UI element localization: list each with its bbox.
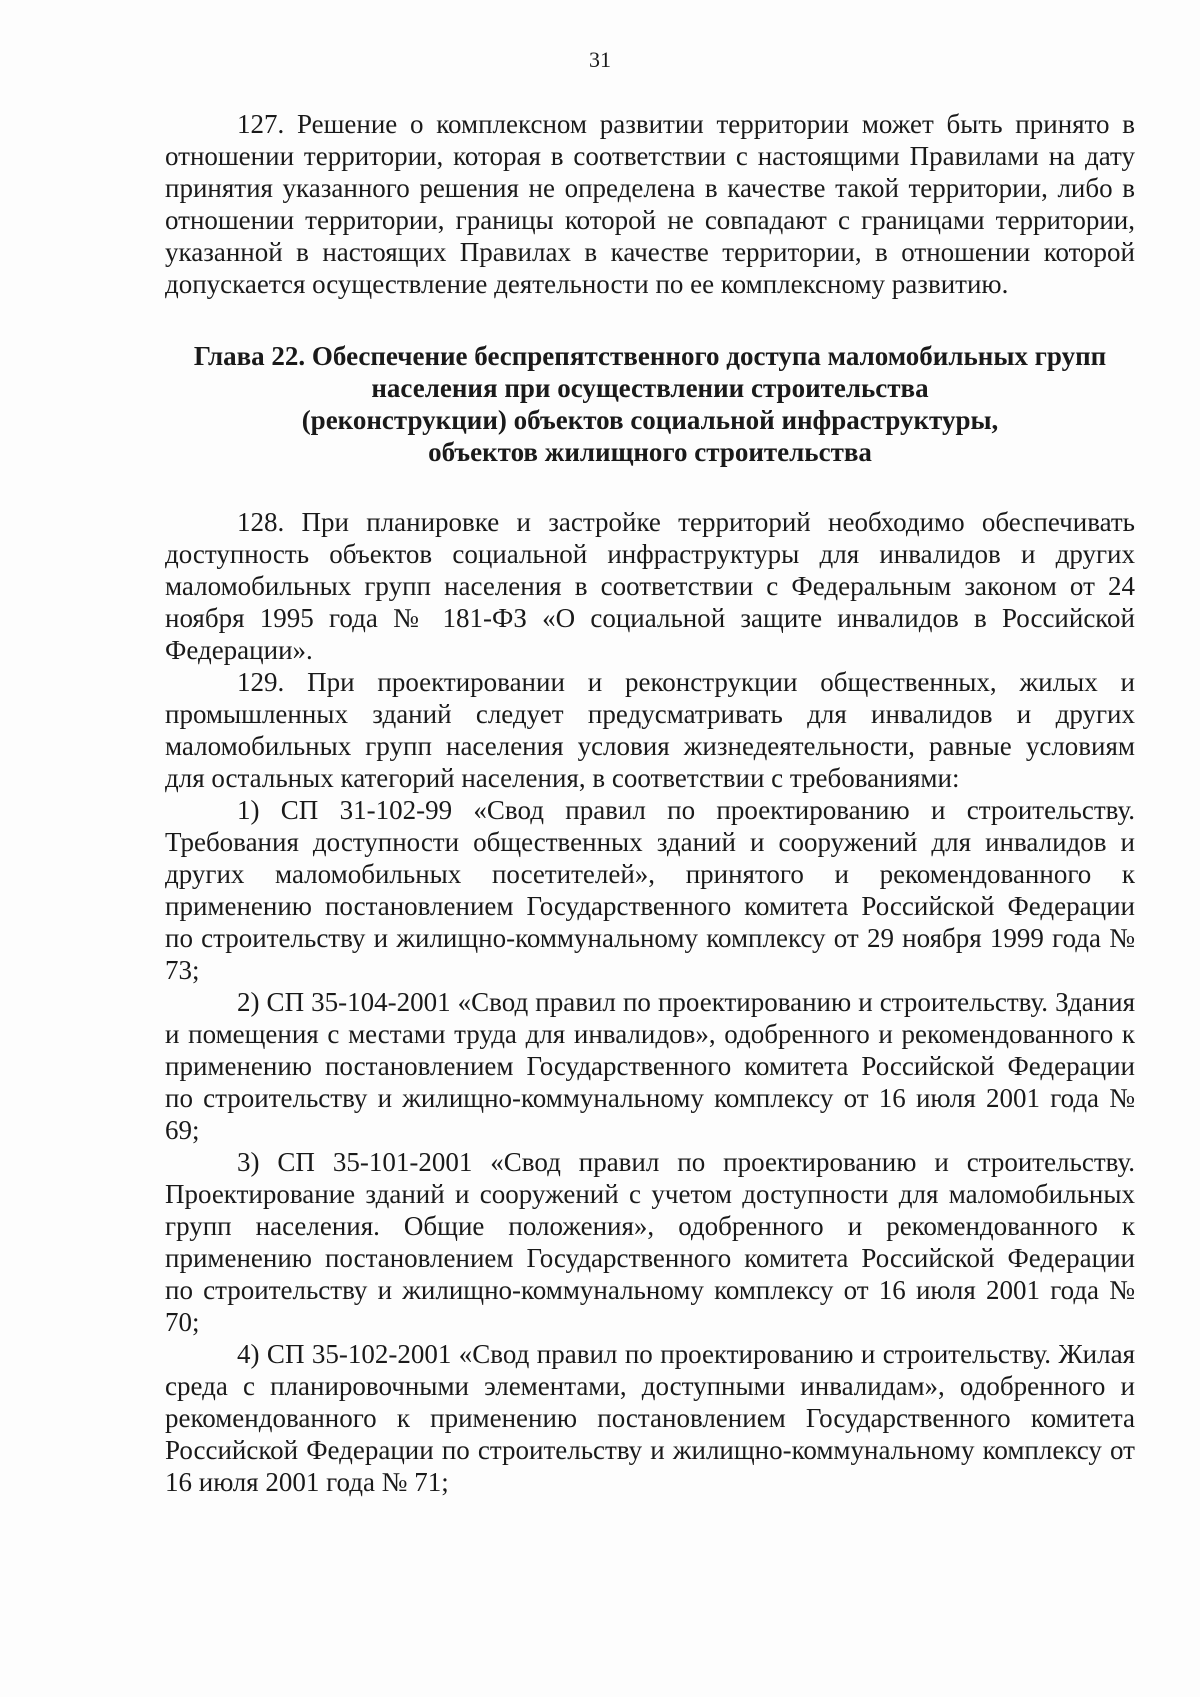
list-item-3: 3) СП 35-101-2001 «Свод правил по проектированию и строительству. Проектирование зданий и сооружений с учетом доступности для маломобильных групп населения. Общие положения», одобренного и рекомендованного к применению постановлением Государственного комитета Российской Федерации по строительству и жилищно-коммунальному комплексу от 16 июля 2001 года № 70; (165, 1147, 1135, 1337)
paragraph-129: 129. При проектировании и реконструкции общественных, жилых и промышленных зданий следует предусматривать для инвалидов и других маломобильных групп населения условия жизнедеятельности, равные условиям для остальных категорий населения, в соответствии с требованиями: (165, 667, 1135, 793)
chapter-heading-line: населения при осуществлении строительства (371, 373, 929, 403)
page-content (165, 108, 1135, 1498)
list-item-2: 2) СП 35-104-2001 «Свод правил по проектированию и строительству. Здания и помещения с местами труда для инвалидов», одобренного и рекомендованного к применению постановлением Государственного комитета Российской Федерации по строительству и жилищно-коммунальному комплексу от 16 июля 2001 года № 69; (165, 987, 1135, 1145)
chapter-heading (165, 340, 1135, 468)
list-item-4: 4) СП 35-102-2001 «Свод правил по проектированию и строительству. Жилая среда с планировочными элементами, доступными инвалидам», одобренного и рекомендованного к применению постановлением Государственного комитета Российской Федерации по строительству и жилищно-коммунальному комплексу от 16 июля 2001 года № 71; (165, 1339, 1135, 1497)
chapter-heading-line: (реконструкции) объектов социальной инфраструктуры, (301, 405, 999, 435)
paragraph-127: 127. Решение о комплексном развитии территории может быть принято в отношении территории, которая в соответствии с настоящими Правилами на дату принятия указанного решения не определена в качестве такой территории, либо в отношении территории, границы которой не совпадают с границами территории, указанной в настоящих Правилах в качестве территории, в отношении которой допускается осуществление деятельности по ее комплексному развитию. (165, 109, 1135, 299)
list-item-1: 1) СП 31-102-99 «Свод правил по проектированию и строительству. Требования доступности общественных зданий и сооружений для инвалидов и других маломобильных посетителей», принятого и рекомендованного к применению постановлением Государственного комитета Российской Федерации по строительству и жилищно-коммунальному комплексу от 29 ноября 1999 года № 73; (165, 795, 1135, 985)
chapter-heading-line: Глава 22. Обеспечение беспрепятственного доступа маломобильных групп (193, 341, 1107, 371)
paragraph-128: 128. При планировке и застройке территорий необходимо обеспечивать доступность объектов социальной инфраструктуры для инвалидов и других маломобильных групп населения в соответствии с Федеральным законом от 24 ноября 1995 года № 181-ФЗ «О социальной защите инвалидов в Российской Федерации». (165, 507, 1135, 665)
chapter-heading-line: объектов жилищного строительства (428, 437, 872, 467)
page-number: 31 (589, 47, 611, 72)
